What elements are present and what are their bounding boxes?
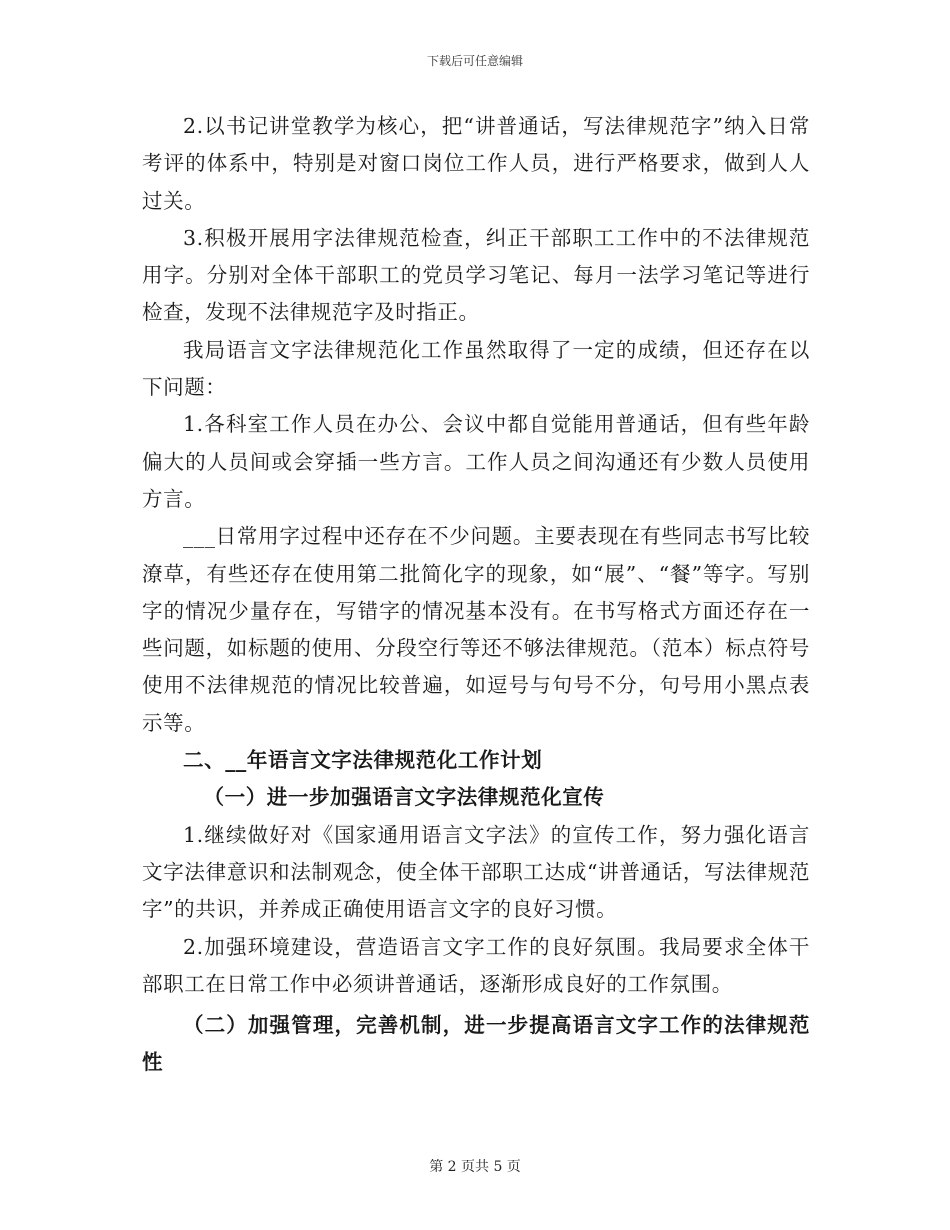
document-body <box>142 108 810 1082</box>
subsection-heading-1: （一）进一步加强语言文字法律规范化宣传 <box>203 785 605 810</box>
page-footer: 第 2 页共 5 页 <box>429 1159 521 1175</box>
subsection-heading-2: （二）加强管理，完善机制，进一步提高语言文字工作的法律规范性 <box>142 1013 810 1075</box>
paragraph-plan-1: 1.继续做好对《国家通用语言文字法》的宣传工作，努力强化语言文字法律意识和法制观念，使全体干部职工达成“讲普通话，写法律规范字”的共识，并养成正确使用语言文字的良好习惯。 <box>142 822 810 922</box>
paragraph-problem-2: ___日常用字过程中还存在不少问题。主要表现在有些同志书写比较潦草，有些还存在使用第二批简化字的现象，如“展”、“餐”等字。写别字的情况少量存在，写错字的情况基本没有。在书写格式方面还存在一些问题，如标题的使用、分段空行等还不够法律规范。（范本）标点符号使用不法律规范的情况比较普遍，如逗号与句号不分，句号用小黑点表示等。 <box>142 524 810 735</box>
paragraph-plan-2: 2.加强环境建设，营造语言文字工作的良好氛围。我局要求全体干部职工在日常工作中必须讲普通话，逐渐形成良好的工作氛围。 <box>142 934 810 996</box>
paragraph-item-3: 3.积极开展用字法律规范检查，纠正干部职工工作中的不法律规范用字。分别对全体干部职工的党员学习笔记、每月一法学习笔记等进行检查，发现不法律规范字及时指正。 <box>142 225 810 325</box>
section-heading-plan: 二、__年语言文字法律规范化工作计划 <box>183 748 543 773</box>
paragraph-problems-intro: 我局语言文字法律规范化工作虽然取得了一定的成绩，但还存在以下问题： <box>142 337 810 400</box>
paragraph-problem-1: 1.各科室工作人员在办公、会议中都自觉能用普通话，但有些年龄偏大的人员间或会穿插一些方言。工作人员之间沟通还有少数人员使用方言。 <box>142 412 810 511</box>
paragraph-item-2: 2.以书记讲堂教学为核心，把“讲普通话，写法律规范字”纳入日常考评的体系中，特别是对窗口岗位工作人员，进行严格要求，做到人人过关。 <box>142 114 810 213</box>
page-header: 下载后可任意编辑 <box>426 54 523 68</box>
